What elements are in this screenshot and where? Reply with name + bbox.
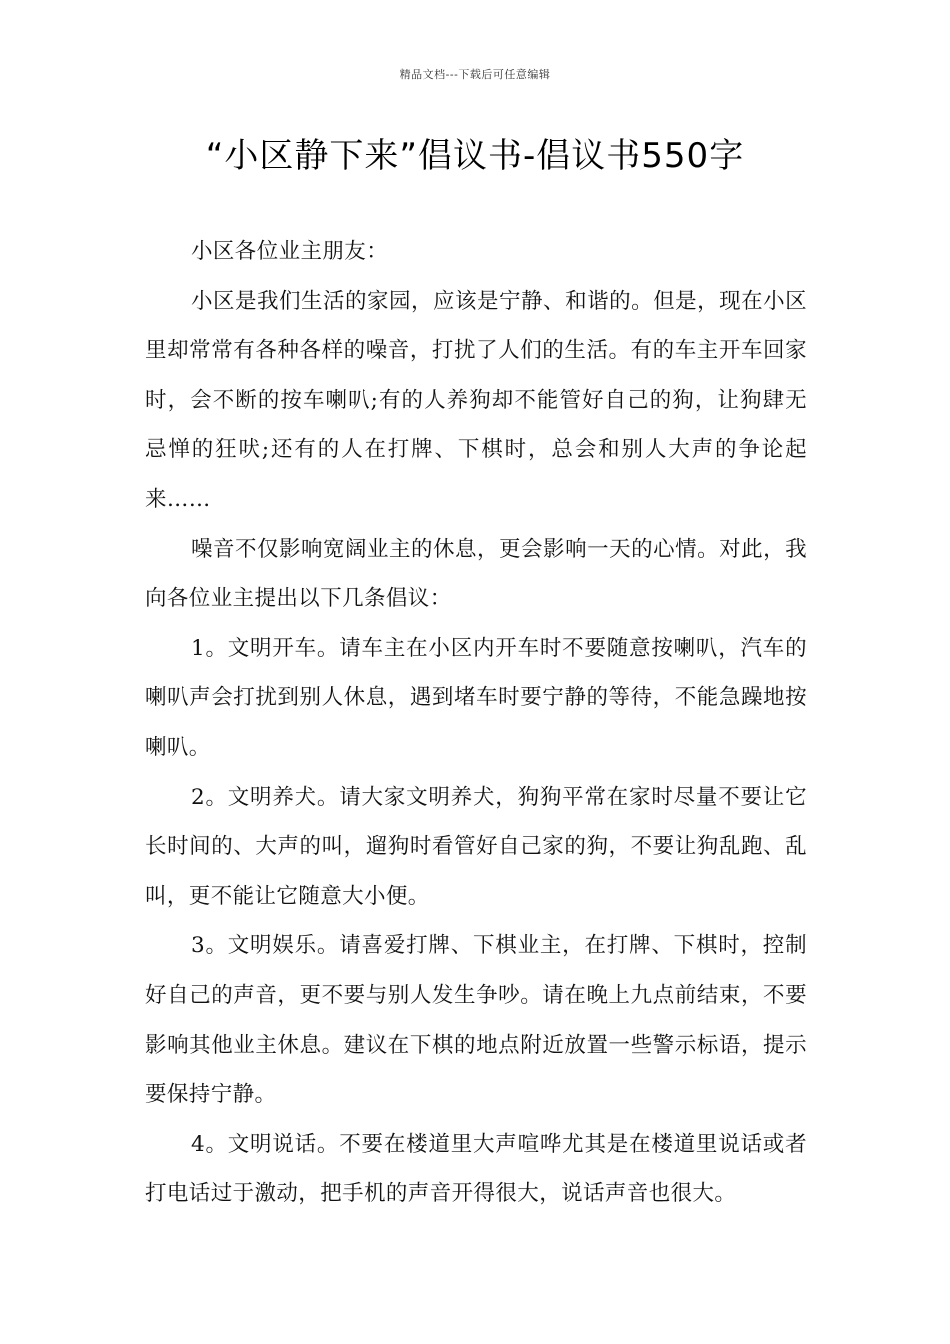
page-title: “小区静下来”倡议书-倡议书550字 [205, 136, 745, 176]
document-body [145, 227, 807, 1219]
header-note: 精品文档---下载后可任意编辑 [399, 68, 551, 81]
proposal-item-1: 1。文明开车。请车主在小区内开车时不要随意按喇叭，汽车的喇叭声会打扰到别人休息，遇到堵车时要宁静的等待，不能急躁地按喇叭。 [145, 635, 807, 760]
proposal-item-4: 4。文明说话。不要在楼道里大声喧哗尤其是在楼道里说话或者打电话过于激动，把手机的声音开得很大，说话声音也很大。 [145, 1131, 807, 1207]
body-paragraph: 小区是我们生活的家园，应该是宁静、和谐的。但是，现在小区里却常常有各种各样的噪音，打扰了人们的生活。有的车主开车回家时，会不断的按车喇叭;有的人养狗却不能管好自己的狗，让狗肆无忌惮的狂吠;还有的人在打牌、下棋时，总会和别人大声的争论起来…… [145, 288, 807, 512]
proposal-item-3: 3。文明娱乐。请喜爱打牌、下棋业主，在打牌、下棋时，控制好自己的声音，更不要与别人发生争吵。请在晚上九点前结束，不要影响其他业主休息。建议在下棋的地点附近放置一些警示标语，提示要保持宁静。 [145, 933, 807, 1108]
salutation: 小区各位业主朋友： [191, 239, 389, 264]
body-paragraph: 噪音不仅影响宽阔业主的休息，更会影响一天的心情。对此，我向各位业主提出以下几条倡议： [145, 536, 807, 612]
proposal-item-2: 2。文明养犬。请大家文明养犬，狗狗平常在家时尽量不要让它长时间的、大声的叫，遛狗时看管好自己家的狗，不要让狗乱跑、乱叫，更不能让它随意大小便。 [145, 784, 807, 909]
